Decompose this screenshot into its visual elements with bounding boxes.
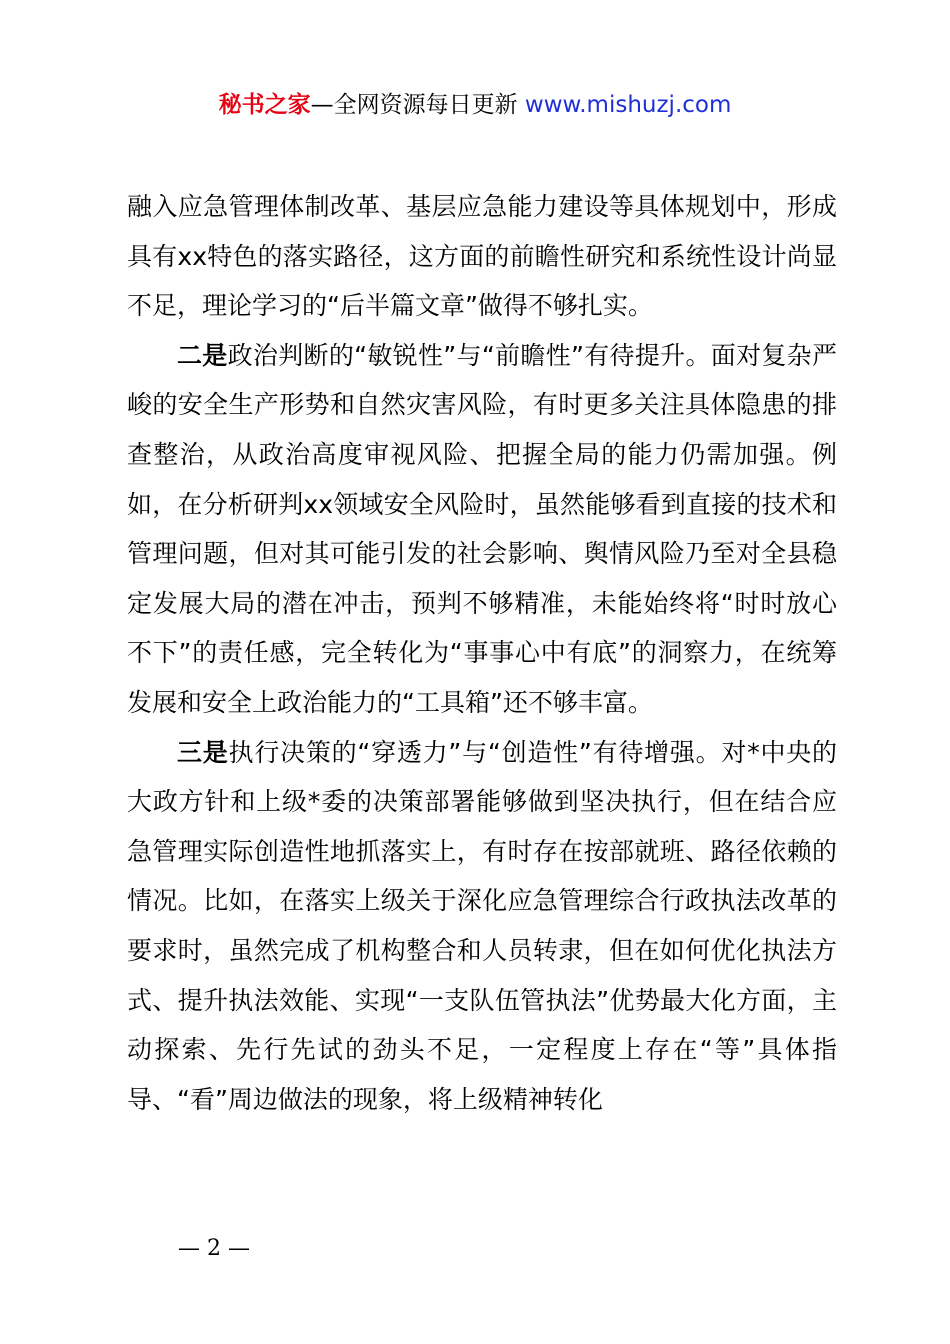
paragraph-text: 融入应急管理体制改革、基层应急能力建设等具体规划中，形成具有xx特色的落实路径，这方面的前瞻性研究和系统性设计尚显不足，理论学习的“后半篇文章”做得不够扎实。 — [127, 192, 837, 321]
paragraph-2 — [127, 331, 837, 728]
paragraph-text: 执行决策的“穿透力”与“创造性”有待增强。对*中央的大政方针和上级*委的决策部署能够做到坚决执行，但在结合应急管理实际创造性地抓落实上，有时存在按部就班、路径依赖的情况。比如，在落实上级关于深化应急管理综合行政执法改革的要求时，虽然完成了机构整合和人员转隶，但在如何优化执法方式、提升执法效能、实现“一支队伍管执法”优势最大化方面，主动探索、先行先试的劲头不足，一定程度上存在“等”具体指导、“看”周边做法的现象，将上级精神转化 — [127, 737, 837, 1114]
page-number: — 2 — — [178, 1236, 250, 1261]
site-brand: 秘书之家 — [218, 92, 311, 118]
paragraph-lead: 二是 — [177, 340, 228, 370]
paragraph-lead: 三是 — [177, 737, 229, 767]
site-header — [0, 88, 950, 122]
paragraph-3 — [127, 728, 837, 1125]
paragraph-text: 政治判断的“敏锐性”与“前瞻性”有待提升。面对复杂严峻的安全生产形势和自然灾害风险，有时更多关注具体隐患的排查整治，从政治高度审视风险、把握全局的能力仍需加强。例如，在分析研判xx领域安全风险时，虽然能够看到直接的技术和管理问题，但对其可能引发的社会影响、舆情风险乃至对全县稳定发展大局的潜在冲击，预判不够精准，未能始终将“时时放心不下”的责任感，完全转化为“事事心中有底”的洞察力，在统筹发展和安全上政治能力的“工具箱”还不够丰富。 — [127, 340, 837, 717]
site-tagline: —全网资源每日更新 — [310, 92, 525, 118]
paragraph-1 — [127, 182, 837, 331]
site-url-link[interactable]: www.mishuzj.com — [524, 92, 732, 118]
document-body — [127, 182, 837, 1124]
